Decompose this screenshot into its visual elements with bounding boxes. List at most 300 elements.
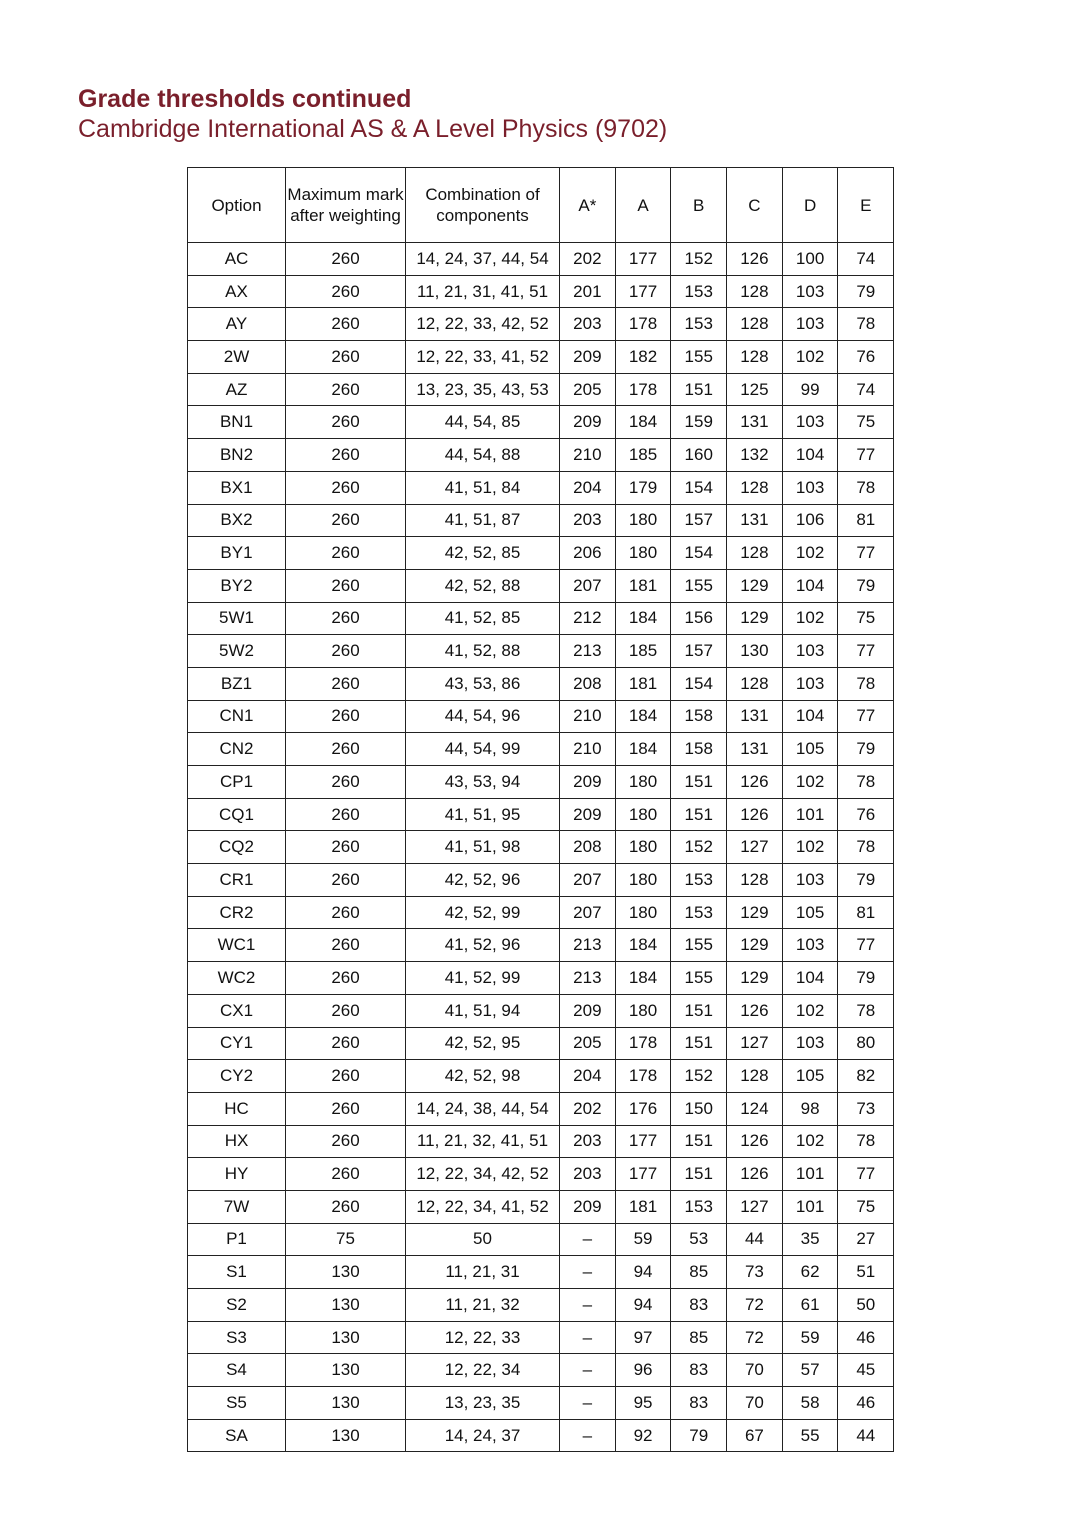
header-grade-astar: A* [560, 168, 616, 243]
cell-combination: 43, 53, 86 [406, 667, 560, 700]
table-row [188, 962, 894, 995]
cell-grade-astar: 209 [560, 994, 616, 1027]
cell-grade-b: 157 [671, 635, 727, 668]
cell-combination: 11, 21, 32 [406, 1289, 560, 1322]
cell-grade-astar: 204 [560, 1060, 616, 1093]
cell-grade-c: 128 [727, 864, 783, 897]
cell-combination: 42, 52, 88 [406, 569, 560, 602]
cell-option: SA [188, 1419, 286, 1452]
cell-grade-b: 85 [671, 1256, 727, 1289]
cell-grade-b: 152 [671, 243, 727, 276]
cell-grade-a: 184 [615, 733, 671, 766]
cell-max-mark: 260 [286, 700, 406, 733]
cell-grade-c: 129 [727, 602, 783, 635]
cell-grade-b: 153 [671, 1190, 727, 1223]
cell-combination: 44, 54, 88 [406, 439, 560, 472]
cell-grade-c: 128 [727, 1060, 783, 1093]
cell-max-mark: 260 [286, 896, 406, 929]
cell-option: P1 [188, 1223, 286, 1256]
table-body [188, 243, 894, 1452]
cell-grade-astar: 201 [560, 275, 616, 308]
cell-option: CN1 [188, 700, 286, 733]
table-row [188, 733, 894, 766]
cell-combination: 14, 24, 38, 44, 54 [406, 1092, 560, 1125]
cell-grade-d: 104 [782, 700, 838, 733]
cell-grade-b: 151 [671, 1027, 727, 1060]
cell-grade-a: 180 [615, 864, 671, 897]
cell-grade-astar: – [560, 1387, 616, 1420]
cell-grade-astar: 203 [560, 504, 616, 537]
table-row [188, 896, 894, 929]
cell-grade-b: 158 [671, 700, 727, 733]
cell-grade-astar: 209 [560, 341, 616, 374]
cell-grade-e: 74 [838, 243, 894, 276]
cell-option: AC [188, 243, 286, 276]
cell-grade-d: 102 [782, 537, 838, 570]
header-max-mark: Maximum mark after weighting [286, 168, 406, 243]
cell-grade-a: 181 [615, 569, 671, 602]
cell-option: CR2 [188, 896, 286, 929]
cell-grade-c: 128 [727, 341, 783, 374]
cell-grade-a: 182 [615, 341, 671, 374]
cell-combination: 42, 52, 96 [406, 864, 560, 897]
cell-combination: 13, 23, 35 [406, 1387, 560, 1420]
cell-grade-e: 75 [838, 602, 894, 635]
cell-grade-c: 70 [727, 1354, 783, 1387]
cell-grade-a: 184 [615, 700, 671, 733]
table-row [188, 439, 894, 472]
cell-option: CQ2 [188, 831, 286, 864]
cell-max-mark: 260 [286, 864, 406, 897]
cell-grade-c: 127 [727, 1027, 783, 1060]
cell-max-mark: 260 [286, 308, 406, 341]
cell-grade-a: 177 [615, 243, 671, 276]
cell-grade-astar: 203 [560, 1125, 616, 1158]
cell-grade-e: 77 [838, 929, 894, 962]
cell-grade-b: 150 [671, 1092, 727, 1125]
cell-grade-d: 103 [782, 667, 838, 700]
cell-grade-d: 102 [782, 602, 838, 635]
cell-grade-c: 124 [727, 1092, 783, 1125]
cell-combination: 13, 23, 35, 43, 53 [406, 373, 560, 406]
cell-option: S4 [188, 1354, 286, 1387]
cell-grade-d: 102 [782, 341, 838, 374]
cell-grade-e: 45 [838, 1354, 894, 1387]
cell-max-mark: 260 [286, 929, 406, 962]
cell-grade-d: 103 [782, 471, 838, 504]
cell-grade-astar: 207 [560, 864, 616, 897]
table-row [188, 1027, 894, 1060]
cell-grade-b: 152 [671, 1060, 727, 1093]
cell-max-mark: 260 [286, 994, 406, 1027]
cell-grade-b: 159 [671, 406, 727, 439]
cell-grade-astar: 205 [560, 1027, 616, 1060]
cell-grade-d: 103 [782, 275, 838, 308]
cell-grade-e: 77 [838, 537, 894, 570]
cell-grade-e: 46 [838, 1321, 894, 1354]
cell-grade-e: 75 [838, 1190, 894, 1223]
cell-grade-astar: 209 [560, 798, 616, 831]
cell-grade-b: 151 [671, 1158, 727, 1191]
cell-grade-astar: 212 [560, 602, 616, 635]
cell-grade-e: 82 [838, 1060, 894, 1093]
cell-grade-a: 177 [615, 1158, 671, 1191]
cell-combination: 42, 52, 85 [406, 537, 560, 570]
cell-option: HY [188, 1158, 286, 1191]
cell-grade-d: 35 [782, 1223, 838, 1256]
header-grade-c: C [727, 168, 783, 243]
cell-grade-d: 62 [782, 1256, 838, 1289]
cell-grade-c: 126 [727, 994, 783, 1027]
cell-combination: 50 [406, 1223, 560, 1256]
cell-option: 5W1 [188, 602, 286, 635]
cell-combination: 41, 51, 95 [406, 798, 560, 831]
cell-option: BY1 [188, 537, 286, 570]
cell-grade-d: 104 [782, 962, 838, 995]
cell-grade-b: 85 [671, 1321, 727, 1354]
cell-max-mark: 260 [286, 798, 406, 831]
cell-grade-c: 128 [727, 667, 783, 700]
cell-max-mark: 260 [286, 1027, 406, 1060]
cell-max-mark: 260 [286, 406, 406, 439]
cell-combination: 11, 21, 32, 41, 51 [406, 1125, 560, 1158]
cell-grade-astar: 205 [560, 373, 616, 406]
page-subheading: Cambridge International AS & A Level Physics (9702) [78, 115, 668, 143]
cell-grade-astar: 203 [560, 1158, 616, 1191]
cell-grade-c: 128 [727, 471, 783, 504]
cell-grade-astar: 210 [560, 700, 616, 733]
cell-grade-a: 177 [615, 1125, 671, 1158]
cell-grade-e: 51 [838, 1256, 894, 1289]
cell-max-mark: 130 [286, 1256, 406, 1289]
cell-combination: 14, 24, 37 [406, 1419, 560, 1452]
cell-option: S1 [188, 1256, 286, 1289]
cell-max-mark: 260 [286, 243, 406, 276]
cell-grade-a: 184 [615, 406, 671, 439]
table-row [188, 373, 894, 406]
cell-grade-astar: 210 [560, 439, 616, 472]
cell-grade-e: 81 [838, 896, 894, 929]
cell-grade-astar: 213 [560, 929, 616, 962]
table-row [188, 243, 894, 276]
header-grade-e: E [838, 168, 894, 243]
table-row [188, 1223, 894, 1256]
cell-grade-a: 178 [615, 1060, 671, 1093]
cell-option: BX1 [188, 471, 286, 504]
cell-grade-b: 53 [671, 1223, 727, 1256]
cell-option: WC1 [188, 929, 286, 962]
cell-combination: 12, 22, 33 [406, 1321, 560, 1354]
cell-grade-astar: – [560, 1223, 616, 1256]
cell-grade-e: 78 [838, 667, 894, 700]
cell-grade-astar: 206 [560, 537, 616, 570]
table-row [188, 471, 894, 504]
table-row [188, 831, 894, 864]
cell-grade-d: 103 [782, 406, 838, 439]
table-row [188, 602, 894, 635]
table-row [188, 504, 894, 537]
cell-max-mark: 260 [286, 537, 406, 570]
cell-grade-b: 155 [671, 929, 727, 962]
cell-max-mark: 260 [286, 569, 406, 602]
cell-combination: 41, 51, 94 [406, 994, 560, 1027]
cell-grade-d: 103 [782, 864, 838, 897]
cell-grade-a: 184 [615, 962, 671, 995]
cell-grade-b: 153 [671, 275, 727, 308]
cell-grade-e: 79 [838, 962, 894, 995]
cell-combination: 41, 51, 98 [406, 831, 560, 864]
table-row [188, 798, 894, 831]
cell-grade-b: 151 [671, 994, 727, 1027]
cell-grade-astar: 213 [560, 962, 616, 995]
cell-grade-a: 180 [615, 798, 671, 831]
table-row [188, 1321, 894, 1354]
header-grade-d: D [782, 168, 838, 243]
cell-grade-b: 83 [671, 1354, 727, 1387]
table-row [188, 1289, 894, 1322]
cell-grade-c: 126 [727, 1158, 783, 1191]
cell-grade-c: 70 [727, 1387, 783, 1420]
cell-grade-e: 78 [838, 308, 894, 341]
cell-grade-a: 177 [615, 275, 671, 308]
cell-grade-a: 94 [615, 1256, 671, 1289]
cell-combination: 41, 52, 96 [406, 929, 560, 962]
table-row [188, 406, 894, 439]
cell-grade-e: 44 [838, 1419, 894, 1452]
cell-grade-a: 180 [615, 896, 671, 929]
table-row [188, 994, 894, 1027]
cell-option: BN2 [188, 439, 286, 472]
cell-grade-a: 184 [615, 929, 671, 962]
cell-max-mark: 260 [286, 275, 406, 308]
cell-max-mark: 130 [286, 1387, 406, 1420]
cell-max-mark: 260 [286, 766, 406, 799]
cell-grade-a: 179 [615, 471, 671, 504]
cell-grade-e: 73 [838, 1092, 894, 1125]
cell-grade-b: 151 [671, 1125, 727, 1158]
cell-grade-a: 184 [615, 602, 671, 635]
cell-grade-a: 180 [615, 994, 671, 1027]
cell-grade-b: 79 [671, 1419, 727, 1452]
header-combination: Combination of components [406, 168, 560, 243]
cell-grade-a: 178 [615, 373, 671, 406]
cell-max-mark: 260 [286, 439, 406, 472]
cell-grade-b: 160 [671, 439, 727, 472]
cell-grade-a: 185 [615, 635, 671, 668]
cell-combination: 42, 52, 95 [406, 1027, 560, 1060]
cell-grade-a: 92 [615, 1419, 671, 1452]
cell-grade-astar: 208 [560, 831, 616, 864]
cell-grade-d: 101 [782, 798, 838, 831]
cell-grade-e: 74 [838, 373, 894, 406]
cell-grade-a: 96 [615, 1354, 671, 1387]
cell-grade-c: 131 [727, 733, 783, 766]
table-header-row [188, 168, 894, 243]
cell-grade-d: 102 [782, 994, 838, 1027]
cell-combination: 41, 51, 84 [406, 471, 560, 504]
cell-option: CP1 [188, 766, 286, 799]
cell-max-mark: 130 [286, 1419, 406, 1452]
table-row [188, 275, 894, 308]
cell-grade-astar: 203 [560, 308, 616, 341]
cell-grade-astar: – [560, 1354, 616, 1387]
cell-max-mark: 260 [286, 962, 406, 995]
cell-combination: 11, 21, 31, 41, 51 [406, 275, 560, 308]
cell-max-mark: 260 [286, 1125, 406, 1158]
cell-grade-c: 126 [727, 1125, 783, 1158]
cell-grade-astar: 208 [560, 667, 616, 700]
cell-grade-e: 78 [838, 1125, 894, 1158]
cell-combination: 41, 52, 99 [406, 962, 560, 995]
cell-grade-d: 101 [782, 1190, 838, 1223]
cell-grade-c: 73 [727, 1256, 783, 1289]
cell-grade-b: 152 [671, 831, 727, 864]
header-grade-b: B [671, 168, 727, 243]
cell-max-mark: 130 [286, 1289, 406, 1322]
cell-max-mark: 260 [286, 831, 406, 864]
cell-combination: 44, 54, 85 [406, 406, 560, 439]
cell-grade-d: 101 [782, 1158, 838, 1191]
table-row [188, 341, 894, 374]
cell-grade-c: 72 [727, 1321, 783, 1354]
table-row [188, 864, 894, 897]
cell-grade-e: 77 [838, 439, 894, 472]
cell-option: AY [188, 308, 286, 341]
cell-grade-astar: – [560, 1321, 616, 1354]
cell-max-mark: 260 [286, 1092, 406, 1125]
cell-combination: 14, 24, 37, 44, 54 [406, 243, 560, 276]
cell-grade-c: 130 [727, 635, 783, 668]
cell-max-mark: 260 [286, 1060, 406, 1093]
cell-option: BY2 [188, 569, 286, 602]
cell-option: CX1 [188, 994, 286, 1027]
cell-combination: 41, 52, 85 [406, 602, 560, 635]
cell-grade-c: 67 [727, 1419, 783, 1452]
cell-grade-d: 105 [782, 1060, 838, 1093]
cell-max-mark: 260 [286, 504, 406, 537]
cell-grade-d: 103 [782, 308, 838, 341]
cell-option: HC [188, 1092, 286, 1125]
cell-grade-e: 76 [838, 341, 894, 374]
cell-grade-e: 50 [838, 1289, 894, 1322]
cell-grade-c: 132 [727, 439, 783, 472]
cell-option: 2W [188, 341, 286, 374]
table-row [188, 1060, 894, 1093]
cell-grade-d: 55 [782, 1419, 838, 1452]
table-row [188, 308, 894, 341]
page-heading: Grade thresholds continued [78, 85, 412, 113]
table-row [188, 1256, 894, 1289]
cell-grade-b: 153 [671, 308, 727, 341]
cell-grade-astar: – [560, 1256, 616, 1289]
cell-option: 7W [188, 1190, 286, 1223]
cell-grade-astar: 204 [560, 471, 616, 504]
cell-grade-d: 105 [782, 733, 838, 766]
cell-grade-b: 155 [671, 962, 727, 995]
cell-grade-b: 151 [671, 766, 727, 799]
cell-grade-d: 57 [782, 1354, 838, 1387]
cell-grade-a: 59 [615, 1223, 671, 1256]
cell-grade-d: 59 [782, 1321, 838, 1354]
cell-grade-astar: 213 [560, 635, 616, 668]
cell-max-mark: 260 [286, 341, 406, 374]
cell-option: S2 [188, 1289, 286, 1322]
cell-grade-e: 27 [838, 1223, 894, 1256]
cell-grade-c: 128 [727, 275, 783, 308]
cell-max-mark: 260 [286, 635, 406, 668]
cell-grade-d: 102 [782, 1125, 838, 1158]
cell-grade-b: 153 [671, 864, 727, 897]
cell-grade-d: 100 [782, 243, 838, 276]
cell-grade-c: 131 [727, 504, 783, 537]
cell-grade-astar: 207 [560, 896, 616, 929]
cell-option: CQ1 [188, 798, 286, 831]
cell-combination: 12, 22, 34, 42, 52 [406, 1158, 560, 1191]
cell-option: S5 [188, 1387, 286, 1420]
cell-grade-c: 129 [727, 962, 783, 995]
cell-grade-c: 44 [727, 1223, 783, 1256]
cell-grade-e: 78 [838, 766, 894, 799]
cell-grade-astar: 210 [560, 733, 616, 766]
cell-grade-astar: 209 [560, 406, 616, 439]
table-row [188, 537, 894, 570]
cell-grade-a: 94 [615, 1289, 671, 1322]
table-row [188, 1354, 894, 1387]
cell-option: AZ [188, 373, 286, 406]
cell-grade-a: 180 [615, 766, 671, 799]
cell-grade-c: 129 [727, 929, 783, 962]
cell-grade-c: 128 [727, 308, 783, 341]
cell-grade-b: 151 [671, 373, 727, 406]
cell-grade-d: 104 [782, 569, 838, 602]
table-row [188, 766, 894, 799]
cell-grade-c: 125 [727, 373, 783, 406]
cell-option: CR1 [188, 864, 286, 897]
cell-grade-b: 153 [671, 896, 727, 929]
cell-grade-d: 58 [782, 1387, 838, 1420]
table-row [188, 1125, 894, 1158]
cell-grade-b: 83 [671, 1387, 727, 1420]
cell-max-mark: 260 [286, 1158, 406, 1191]
cell-grade-b: 151 [671, 798, 727, 831]
cell-grade-e: 77 [838, 1158, 894, 1191]
cell-combination: 11, 21, 31 [406, 1256, 560, 1289]
cell-combination: 44, 54, 99 [406, 733, 560, 766]
cell-max-mark: 260 [286, 733, 406, 766]
cell-grade-d: 102 [782, 766, 838, 799]
cell-combination: 12, 22, 33, 42, 52 [406, 308, 560, 341]
cell-grade-b: 156 [671, 602, 727, 635]
table-row [188, 1158, 894, 1191]
cell-grade-b: 83 [671, 1289, 727, 1322]
cell-grade-b: 154 [671, 471, 727, 504]
cell-grade-e: 75 [838, 406, 894, 439]
cell-grade-b: 154 [671, 667, 727, 700]
cell-grade-b: 155 [671, 569, 727, 602]
cell-grade-e: 77 [838, 635, 894, 668]
table-row [188, 1419, 894, 1452]
cell-grade-e: 81 [838, 504, 894, 537]
cell-max-mark: 260 [286, 602, 406, 635]
cell-grade-c: 127 [727, 1190, 783, 1223]
cell-grade-e: 79 [838, 275, 894, 308]
cell-combination: 41, 51, 87 [406, 504, 560, 537]
cell-grade-e: 79 [838, 569, 894, 602]
cell-option: CN2 [188, 733, 286, 766]
cell-max-mark: 130 [286, 1321, 406, 1354]
cell-grade-astar: 209 [560, 1190, 616, 1223]
cell-grade-d: 103 [782, 929, 838, 962]
